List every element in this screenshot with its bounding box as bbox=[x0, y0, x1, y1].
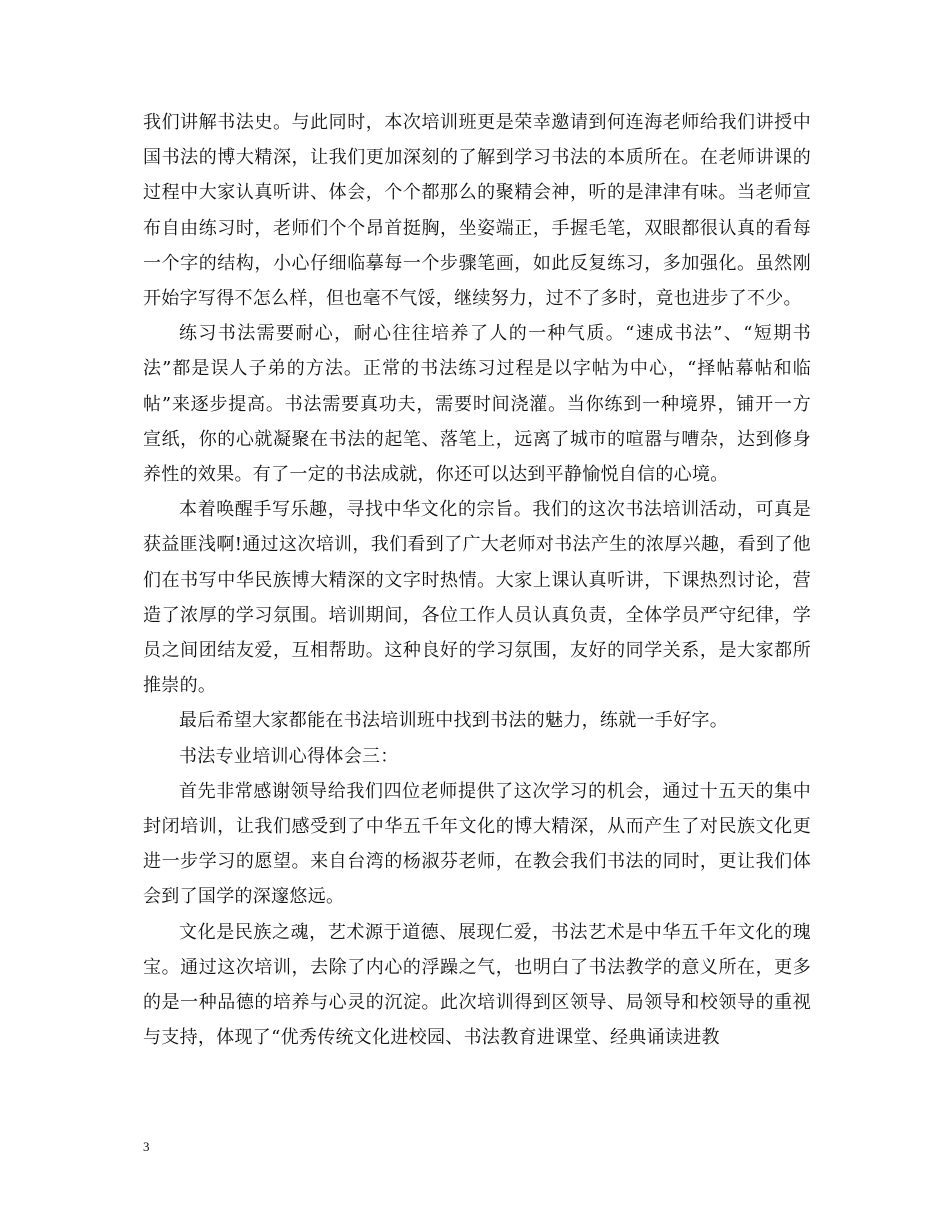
paragraph-4: 最后希望大家都能在书法培训班中找到书法的魅力，练就一手好字。 bbox=[179, 710, 728, 732]
page-number: 3 bbox=[143, 1139, 150, 1154]
paragraph-2: 练习书法需要耐心，耐心往往培养了人的一种气质。“速成书法”、“短期书法”都是误人子弟的方法。正常的书法练习过程是以字帖为中心，“择帖幕帖和临帖”来逐步提高。书法需要真功夫，需要时间浇灌。当你练到一种境界，铺开一方宣纸，你的心就凝聚在书法的起笔、落笔上，远离了城市的喧嚣与嘈杂，达到修身养性的效果。有了一定的书法成就，你还可以达到平静愉悦自信的心境。 bbox=[143, 323, 811, 486]
body-text bbox=[143, 105, 811, 1055]
paragraph-5: 首先非常感谢领导给我们四位老师提供了这次学习的机会，通过十五天的集中封闭培训，让我们感受到了中华五千年文化的博大精深，从而产生了对民族文化更进一步学习的愿望。来自台湾的杨淑芬老师，在教会我们书法的同时，更让我们体会到了国学的深邃悠远。 bbox=[143, 780, 811, 908]
paragraph-1: 我们讲解书法史。与此同时，本次培训班更是荣幸邀请到何连海老师给我们讲授中国书法的博大精深，让我们更加深刻的了解到学习书法的本质所在。在老师讲课的过程中大家认真听讲、体会，个个都那么的聚精会神，听的是津津有味。当老师宣布自由练习时，老师们个个昂首挺胸，坐姿端正，手握毛笔，双眼都很认真的看每一个字的结构，小心仔细临摹每一个步骤笔画，如此反复练习，多加强化。虽然刚开始字写得不怎么样，但也毫不气馁，继续努力，过不了多时，竟也进步了不少。 bbox=[143, 112, 811, 310]
paragraph-6: 文化是民族之魂，艺术源于道德、展现仁爱，书法艺术是中华五千年文化的瑰宝。通过这次培训，去除了内心的浮躁之气，也明白了书法教学的意义所在，更多的是一种品德的培养与心灵的沉淀。此次培训得到区领导、局领导和校领导的重视与支持，体现了“优秀传统文化进校园、书法教育进课堂、经典诵读进教 bbox=[143, 921, 811, 1049]
section-heading: 书法专业培训心得体会三： bbox=[179, 745, 399, 767]
paragraph-3: 本着唤醒手写乐趣，寻找中华文化的宗旨。我们的这次书法培训活动，可真是获益匪浅啊!通过这次培训，我们看到了广大老师对书法产生的浓厚兴趣，看到了他们在书写中华民族博大精深的文字时热情。大家上课认真听讲，下课热烈讨论，营造了浓厚的学习氛围。培训期间，各位工作人员认真负责，全体学员严守纪律，学员之间团结友爱，互相帮助。这种良好的学习氛围，友好的同学关系，是大家都所推崇的。 bbox=[143, 499, 811, 697]
